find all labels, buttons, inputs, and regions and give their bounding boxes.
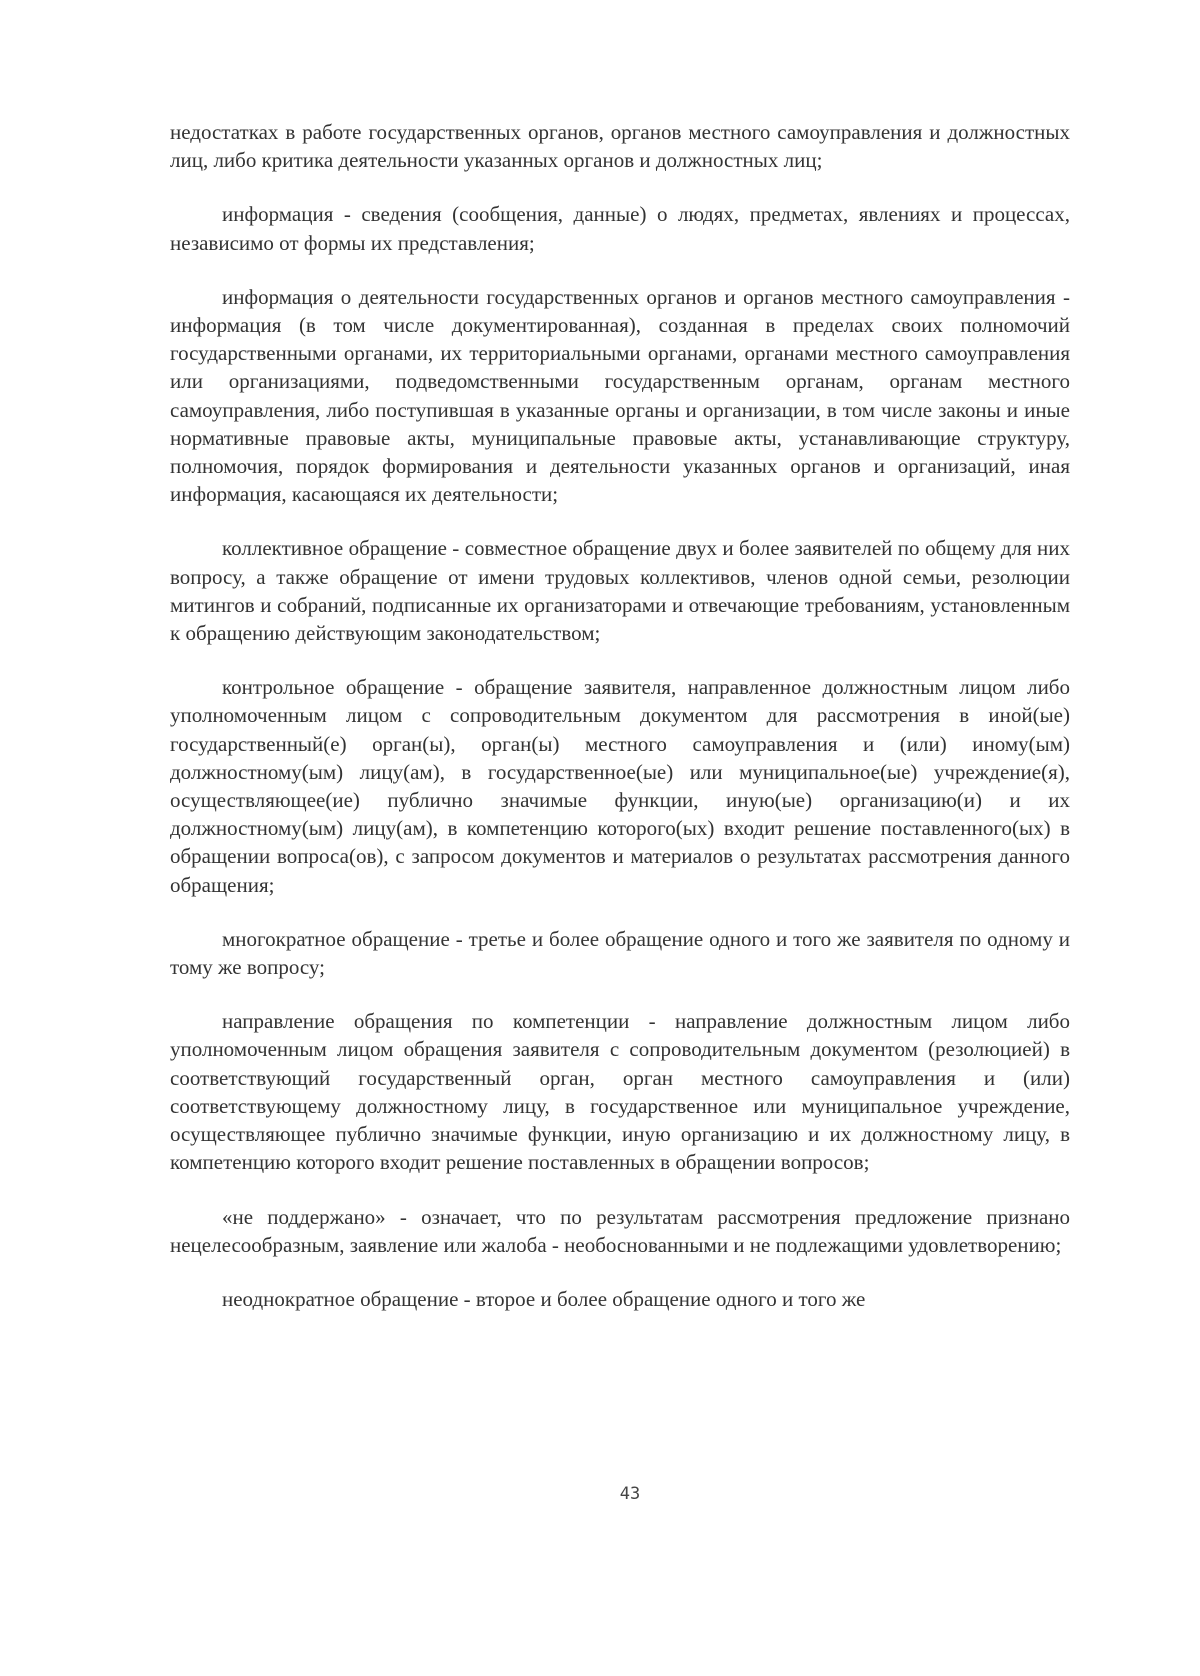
page-number: 43 bbox=[619, 1484, 641, 1504]
document-body bbox=[170, 118, 1070, 1313]
paragraph-informaciya: информация - сведения (сообщения, данные) о людях, предметах, явлениях и процессах, независимо от формы их представления; bbox=[170, 202, 1070, 255]
paragraph-kollektivnoe-obrashchenie: коллективное обращение - совместное обращение двух и более заявителей по общему для них вопросу, а также обращение от имени трудовых коллективов, членов одной семьи, резолюции митингов и собраний, подписанные их организаторами и отвечающие требованиям, установленным к обращению действующим законодательством; bbox=[170, 536, 1070, 646]
paragraph-informaciya-o-deyatelnosti: информация о деятельности государственных органов и органов местного самоуправления - информация (в том числе документированная), созданная в пределах своих полномочий государственными органами, их территориальными органами, органами местного самоуправления или организациями, подведомственными государственным органам, органам местного самоуправления, либо поступившая в указанные органы и организации, в том числе законы и иные нормативные правовые акты, муниципальные правовые акты, устанавливающие структуру, полномочия, порядок формирования и деятельности указанных органов и организаций, иная информация, касающаяся их деятельности; bbox=[170, 284, 1070, 507]
paragraph-mnogokratnoe-obrashchenie: многократное обращение - третье и более обращение одного и того же заявителя по одному и тому же вопросу; bbox=[170, 926, 1070, 980]
paragraph-napravlenie-po-kompetencii: направление обращения по компетенции - направление должностным лицом либо уполномоченным лицом обращения заявителя с сопроводительным документом (резолюцией) в соответствующий государственный орган, орган местного самоуправления и (или) соответствующему должностному лицу, в государственное или муниципальное учреждение, осуществляющее публично значимые функции, иную организацию и их должностному лицу, в компетенцию которого входит решение поставленных в обращении вопросов; bbox=[170, 1009, 1070, 1175]
paragraph-neodnokratnoe-obrashchenie: неоднократное обращение - второе и более обращение одного и того же bbox=[222, 1286, 866, 1311]
paragraph-continuation: недостатках в работе государственных органов, органов местного самоуправления и должностных лиц, либо критика деятельности указанных органов и должностных лиц; bbox=[170, 120, 1070, 173]
paragraph-kontrolnoe-obrashchenie: контрольное обращение - обращение заявителя, направленное должностным лицом либо уполномоченным лицом с сопроводительным документом для рассмотрения в иной(ые) государственный(е) орган(ы), орган(ы) местного самоуправления и (или) иному(ым) должностному(ым) лицу(ам), в государственное(ые) или муниципальное(ые) учреждение(я), осуществляющее(ие) публично значимые функции, иную(ые) организацию(и) и их должностному(ым) лицу(ам), в компетенцию которого(ых) входит решение поставленного(ых) в обращении вопроса(ов), с запросом документов и материалов о результатах рассмотрения данного обращения; bbox=[170, 675, 1070, 897]
paragraph-ne-podderzhano: «не поддержано» - означает, что по результатам рассмотрения предложение признано нецелесообразным, заявление или жалоба - необоснованными и не подлежащими удовлетворению; bbox=[170, 1204, 1070, 1257]
